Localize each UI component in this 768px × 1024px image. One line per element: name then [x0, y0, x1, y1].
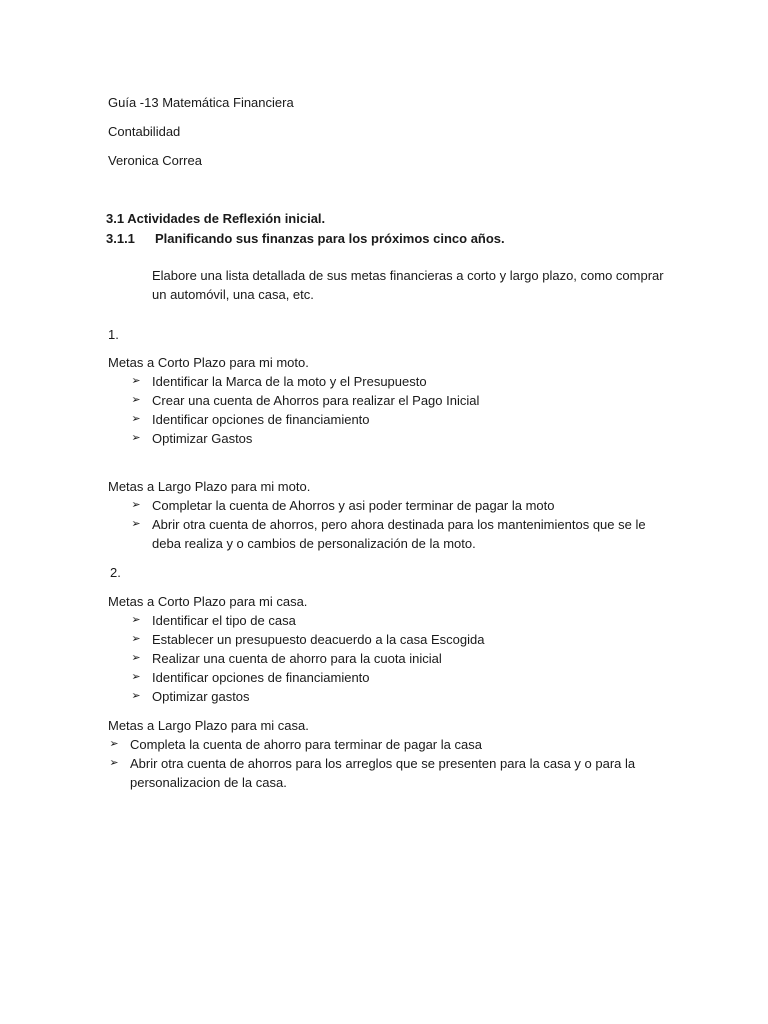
- list-item: ➢ Completar la cuenta de Ahorros y asi poder terminar de pagar la moto: [129, 496, 646, 515]
- doc-author: Veronica Correa: [108, 153, 202, 168]
- item-1-short-title: Metas a Corto Plazo para mi moto.: [108, 355, 309, 370]
- arrow-bullet-icon: ➢: [109, 738, 119, 750]
- arrow-bullet-icon: ➢: [131, 394, 141, 406]
- list-item: ➢ Realizar una cuenta de ahorro para la cuota inicial: [129, 649, 484, 668]
- subsection-heading: [106, 229, 505, 248]
- list-item: ➢ Identificar opciones de financiamiento: [129, 668, 484, 687]
- list-item: ➢ Crear una cuenta de Ahorros para realizar el Pago Inicial: [129, 391, 479, 410]
- list-item: ➢ Identificar la Marca de la moto y el Presupuesto: [129, 372, 479, 391]
- item-2-long-goal-continuation: personalizacion de la casa.: [130, 775, 287, 790]
- arrow-bullet-icon: ➢: [131, 690, 141, 702]
- subsection-title: Planificando sus finanzas para los próximos cinco años.: [155, 231, 505, 246]
- arrow-bullet-icon: ➢: [131, 499, 141, 511]
- item-2-short-title: Metas a Corto Plazo para mi casa.: [108, 594, 308, 609]
- list-item: ➢ Identificar el tipo de casa: [129, 611, 484, 630]
- arrow-bullet-icon: ➢: [131, 633, 141, 645]
- instruction-line-2: un automóvil, una casa, etc.: [152, 287, 314, 302]
- arrow-bullet-icon: ➢: [131, 432, 141, 444]
- arrow-bullet-icon: ➢: [131, 614, 141, 626]
- instruction-line-1: Elabore una lista detallada de sus metas financieras a corto y largo plazo, como comprar: [152, 268, 664, 283]
- doc-subject: Contabilidad: [108, 124, 181, 139]
- list-item: ➢ Optimizar Gastos: [129, 429, 479, 448]
- arrow-bullet-icon: ➢: [131, 518, 141, 530]
- item-2-number: 2.: [110, 565, 121, 580]
- arrow-bullet-icon: ➢: [131, 671, 141, 683]
- item-1-short-goals: [129, 372, 479, 448]
- arrow-bullet-icon: ➢: [131, 652, 141, 664]
- item-1-long-goal-continuation: deba realiza y o cambios de personalización de la moto.: [152, 536, 476, 551]
- item-2-long-goals: [107, 735, 635, 773]
- item-1-long-goals: [129, 496, 646, 534]
- arrow-bullet-icon: ➢: [131, 413, 141, 425]
- item-1-long-title: Metas a Largo Plazo para mi moto.: [108, 479, 311, 494]
- doc-title: Guía -13 Matemática Financiera: [108, 95, 294, 110]
- item-1-number: 1.: [108, 327, 119, 342]
- list-item: ➢ Completa la cuenta de ahorro para terminar de pagar la casa: [107, 735, 635, 754]
- list-item: ➢ Establecer un presupuesto deacuerdo a la casa Escogida: [129, 630, 484, 649]
- section-heading: 3.1 Actividades de Reflexión inicial.: [106, 211, 326, 226]
- arrow-bullet-icon: ➢: [131, 375, 141, 387]
- list-item: ➢ Identificar opciones de financiamiento: [129, 410, 479, 429]
- item-2-long-title: Metas a Largo Plazo para mi casa.: [108, 718, 309, 733]
- subsection-number: 3.1.1: [106, 231, 135, 246]
- arrow-bullet-icon: ➢: [109, 757, 119, 769]
- list-item: ➢ Optimizar gastos: [129, 687, 484, 706]
- item-2-short-goals: [129, 611, 484, 706]
- list-item: ➢ Abrir otra cuenta de ahorros, pero ahora destinada para los mantenimientos que se le: [129, 515, 646, 534]
- list-item: ➢ Abrir otra cuenta de ahorros para los arreglos que se presenten para la casa y o para la: [107, 754, 635, 773]
